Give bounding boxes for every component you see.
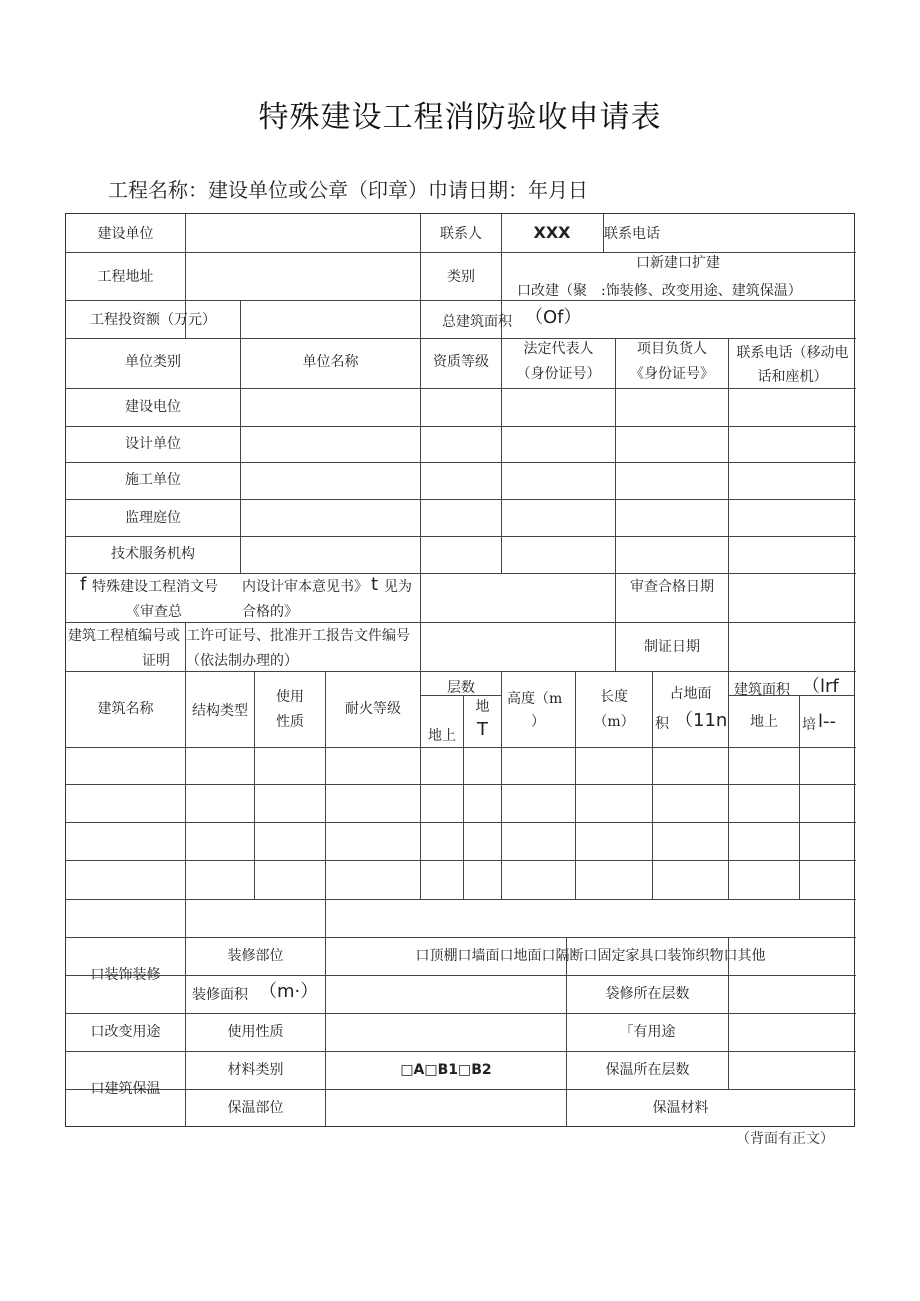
label-material-class: 材料类别 [227, 1062, 284, 1078]
unit-row-construction-contractor: 施工单位 [125, 472, 181, 488]
header-qualification: 资质等级 [433, 354, 489, 370]
decoration-checkbox-label[interactable]: 口装饰装修 [90, 967, 161, 983]
header-floors: 层数 [447, 680, 475, 696]
header-building-area-1: 建筑面积 [734, 682, 790, 698]
footer-note: （背面有正文） [736, 1131, 834, 1147]
review-doc-line1: 内设计审本意见书》 [242, 579, 368, 595]
field-project-address[interactable] [186, 253, 420, 299]
contact-person-value[interactable]: XXX [533, 223, 571, 242]
header-building-area-below-2: l-- [818, 711, 836, 732]
field-original-use[interactable] [729, 1014, 855, 1050]
label-category: 类别 [447, 269, 475, 285]
header-floors-below-2: T [477, 719, 488, 740]
header-footprint-2: 积 [655, 716, 669, 732]
header-structure-type: 结构类型 [192, 703, 248, 719]
header-use-2: 性质 [276, 714, 304, 730]
decoration-part-options[interactable]: 口顶棚口墙面口地面口隔断口固定家具口装饰织物口其他 [415, 948, 766, 964]
permit-label-line1a: 建筑工程植编号或 [68, 628, 180, 644]
unit-row-design: 设计单位 [125, 436, 181, 452]
insulation-checkbox-label[interactable]: 口建筑保温 [90, 1081, 161, 1097]
category-options-line1[interactable]: 口新建口扩建 [636, 255, 720, 271]
total-area-unit: （Of） [525, 307, 582, 328]
review-label-line1: 特殊建设工程消文号 [92, 579, 218, 595]
label-decoration-floors: 袋修所在层数 [605, 986, 690, 1002]
header-project-manager-2: 《身份证号》 [630, 366, 714, 382]
field-review-pass-date[interactable] [729, 574, 855, 622]
header-footprint-1: 占地面 [669, 686, 712, 702]
field-permit-date[interactable] [729, 623, 855, 671]
header-legal-rep-1: 法定代表人 [523, 341, 594, 357]
label-original-use: 「有用途 [619, 1024, 676, 1040]
review-doc-line2: 合格的》 [242, 604, 298, 620]
label-insulation-floors: 保温所在层数 [605, 1062, 690, 1078]
label-construction-unit: 建设单位 [97, 226, 154, 242]
label-contact-phone: 联系电话 [604, 226, 660, 242]
page-title: 特殊建设工程消防验收申请表 [258, 100, 662, 135]
permit-label-line1b: 工许可证号、批准开工报告文件编号 [186, 628, 410, 644]
header-building-area-2: （lrf [802, 676, 839, 697]
permit-label-line2a: 证明 [142, 653, 170, 669]
unit-row-technical-service: 技术服务机构 [111, 546, 195, 562]
project-info-line: 工程名称：建设单位或公章（印章）巾请日期：年月日 [108, 178, 588, 202]
field-investment[interactable] [241, 301, 420, 337]
header-length-1: 长度 [600, 689, 628, 705]
header-building-area-above: 地上 [750, 714, 778, 730]
field-decoration-floors[interactable] [729, 976, 855, 1012]
label-project-address: 工程地址 [97, 269, 154, 285]
header-unit-name: 单位名称 [302, 354, 359, 370]
field-use-nature[interactable] [326, 1014, 566, 1050]
header-use-1: 使用 [276, 689, 304, 705]
review-label-line2: 《审查总 [126, 604, 182, 620]
header-footprint-3: （11n [675, 710, 728, 731]
field-review-doc-number[interactable] [421, 574, 615, 622]
label-permit-date: 制证日期 [644, 639, 700, 655]
label-contact-person: 联系人 [440, 226, 482, 242]
header-height-2: ） [531, 714, 545, 730]
label-insulation-part: 保温部位 [227, 1100, 284, 1116]
header-floors-above: 地上 [428, 728, 456, 744]
field-insulation-part[interactable] [326, 1090, 566, 1126]
label-decoration-area: 装修面积 [192, 987, 248, 1003]
field-construction-unit[interactable] [186, 215, 420, 251]
review-mark-t: t [371, 574, 379, 595]
field-permit-number[interactable] [421, 623, 615, 671]
header-unit-type: 单位类别 [125, 354, 181, 370]
label-investment: 工程投资额（万元） [90, 312, 216, 328]
header-fire-rating: 耐火等级 [345, 701, 401, 717]
label-insulation-material: 保温材料 [652, 1100, 709, 1116]
permit-label-line2b: （依法制办理的） [186, 653, 298, 669]
material-class-options[interactable]: □A□B1□B2 [400, 1062, 492, 1078]
header-building-name: 建筑名称 [97, 701, 154, 717]
decoration-area-unit: （m·） [259, 981, 319, 1002]
header-height-1: 高度（m [507, 691, 563, 707]
label-use-nature: 使用性质 [227, 1024, 284, 1040]
unit-row-construction: 建设电位 [125, 399, 181, 415]
field-decoration-area[interactable] [326, 976, 566, 1012]
label-total-area: 总建筑面积 [442, 314, 512, 330]
label-decoration-part: 装修部位 [227, 948, 284, 964]
label-review-pass-date: 审查合格日期 [630, 579, 714, 595]
application-form [65, 213, 855, 1127]
field-insulation-floors[interactable] [729, 1052, 855, 1088]
header-phone-1: 联系电话（移动电 [736, 345, 849, 361]
category-options-line2[interactable]: 口改建（聚 :饰装修、改变用途、建筑保温） [517, 283, 802, 299]
unit-row-supervision: 监理庭位 [125, 510, 181, 526]
header-phone-2: 话和座机） [757, 369, 828, 385]
header-floors-below-1: 地 [475, 699, 490, 715]
header-legal-rep-2: （身份证号） [516, 366, 601, 382]
header-project-manager-1: 项目负货人 [637, 341, 707, 357]
review-doc-line1b: 见为 [384, 579, 412, 595]
use-change-checkbox-label[interactable]: 口改变用途 [90, 1024, 161, 1040]
field-total-area[interactable] [604, 301, 855, 337]
header-building-area-below-1: 培 [802, 717, 816, 733]
review-mark-f: f [80, 574, 87, 595]
header-length-2: （m） [593, 714, 635, 730]
